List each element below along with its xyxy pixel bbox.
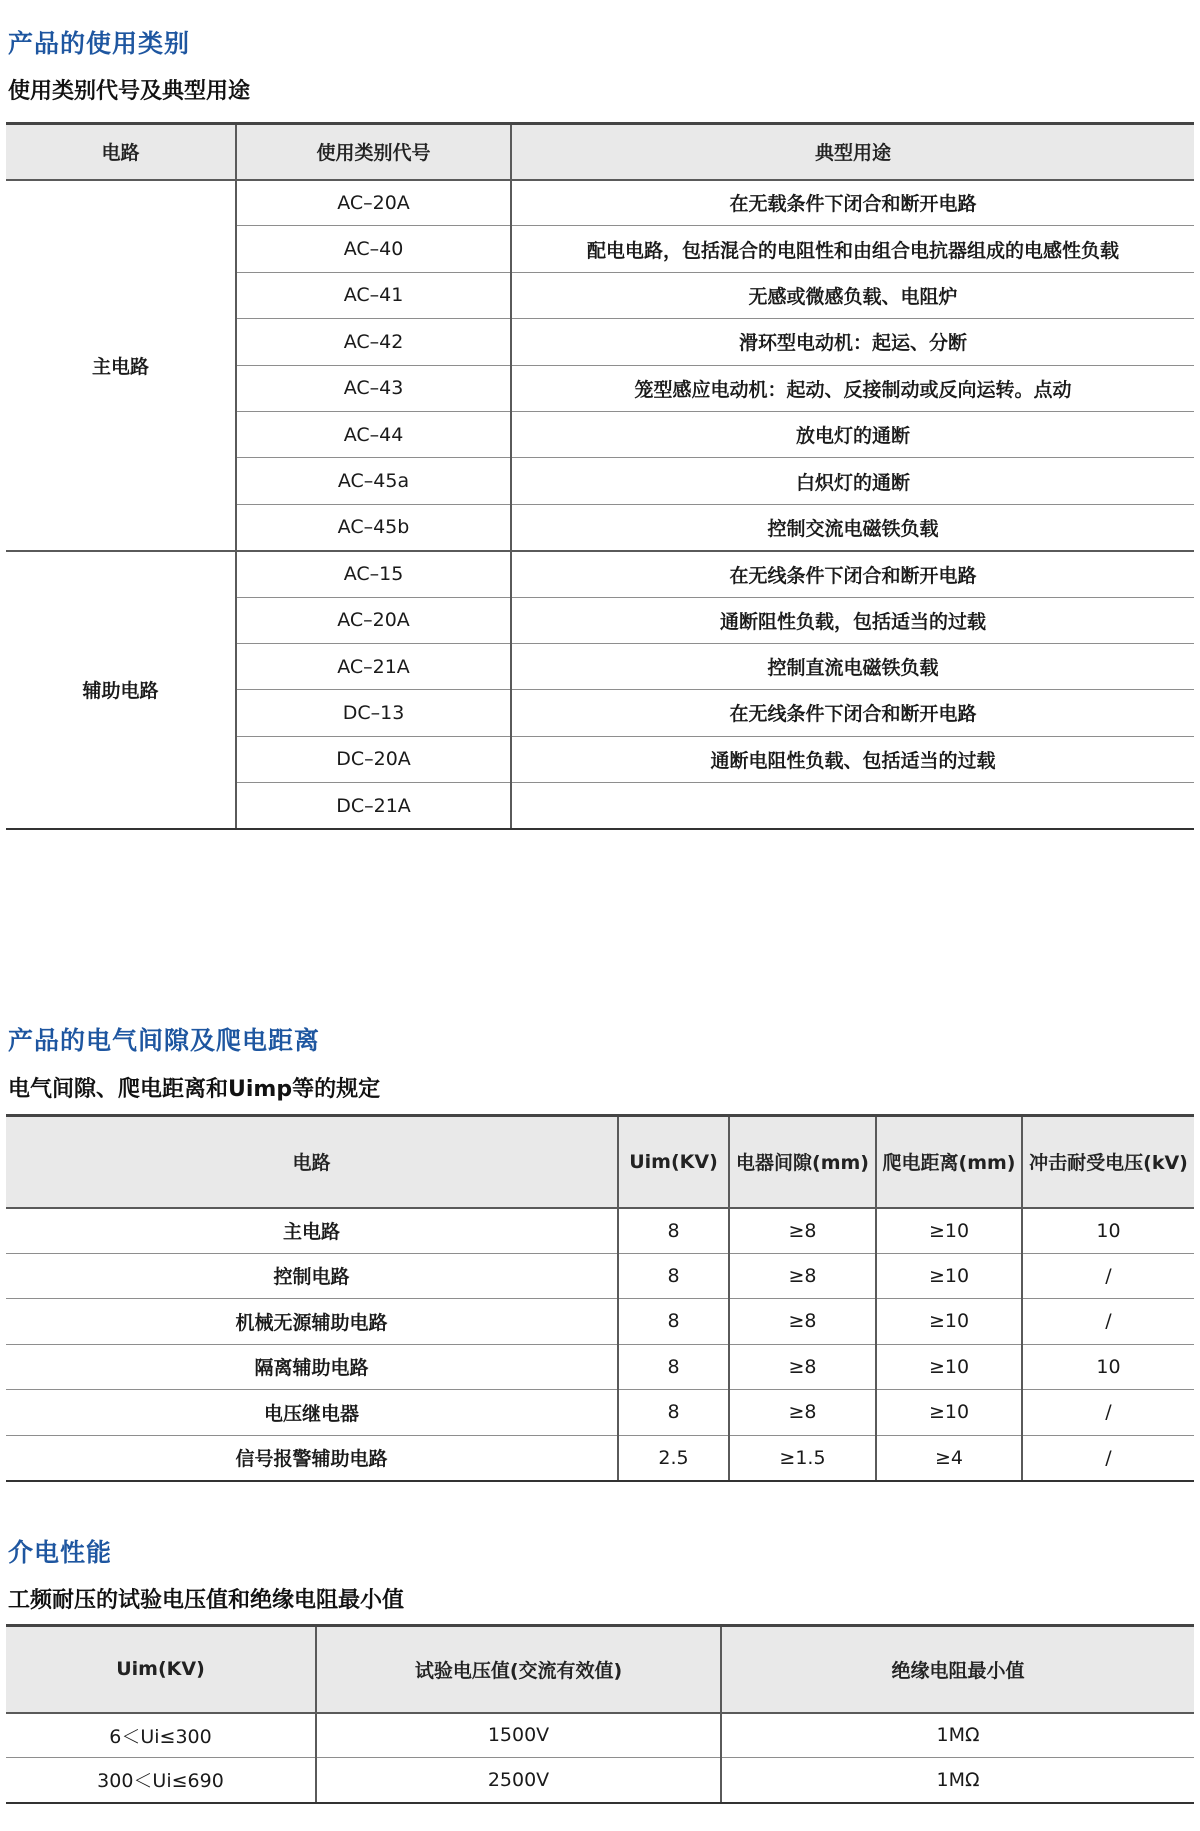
- dielectric-title: 介电性能: [8, 1538, 113, 1567]
- category-code-cell: AC–45b: [236, 504, 511, 550]
- category-code-cell: AC–44: [236, 411, 511, 457]
- uim-range-cell: 300＜Ui≤690: [6, 1758, 316, 1803]
- header-clearance: 电器间隙(mm): [729, 1116, 876, 1208]
- clearance-subtitle: 电气间隙、爬电距离和Uimp等的规定: [8, 1077, 381, 1102]
- impulse-voltage-cell: /: [1022, 1253, 1194, 1299]
- typical-use-cell: [511, 783, 1194, 829]
- table-row: [6, 1253, 1194, 1299]
- typical-use-cell: 控制交流电磁铁负载: [511, 504, 1194, 550]
- category-code-cell: AC–20A: [236, 180, 511, 226]
- usage-category-subtitle: 使用类别代号及典型用途: [8, 79, 251, 104]
- circuit-cell: 主电路: [6, 1208, 618, 1254]
- impulse-voltage-cell: /: [1022, 1299, 1194, 1345]
- category-code-cell: AC–21A: [236, 643, 511, 689]
- category-code-cell: DC–21A: [236, 783, 511, 829]
- category-code-cell: DC–20A: [236, 736, 511, 782]
- impulse-voltage-cell: /: [1022, 1435, 1194, 1481]
- creepage-cell: ≥10: [876, 1344, 1022, 1390]
- header-uim: Uim(KV): [618, 1116, 729, 1208]
- creepage-cell: ≥10: [876, 1253, 1022, 1299]
- usage-category-table: [6, 122, 1194, 830]
- table-row: [6, 1208, 1194, 1254]
- header-impulse-voltage: 冲击耐受电压(kV): [1022, 1116, 1194, 1208]
- typical-use-cell: 在无载条件下闭合和断开电路: [511, 180, 1194, 226]
- clearance-title: 产品的电气间隙及爬电距离: [8, 1026, 321, 1055]
- category-code-cell: AC–42: [236, 319, 511, 365]
- circuit-cell: 辅助电路: [6, 551, 236, 829]
- header-test-voltage: 试验电压值(交流有效值): [316, 1626, 721, 1713]
- clearance-table: [6, 1114, 1194, 1482]
- insulation-resistance-cell: 1MΩ: [721, 1758, 1194, 1803]
- clearance-cell: ≥8: [729, 1390, 876, 1436]
- uim-cell: 8: [618, 1208, 729, 1254]
- uim-range-cell: 6＜Ui≤300: [6, 1713, 316, 1758]
- clearance-cell: ≥8: [729, 1208, 876, 1254]
- typical-use-cell: 在无线条件下闭合和断开电路: [511, 690, 1194, 736]
- circuit-cell: 隔离辅助电路: [6, 1344, 618, 1390]
- circuit-cell: 机械无源辅助电路: [6, 1299, 618, 1345]
- header-typical-use: 典型用途: [511, 124, 1194, 180]
- typical-use-cell: 配电电路，包括混合的电阻性和由组合电抗器组成的电感性负载: [511, 226, 1194, 272]
- test-voltage-cell: 1500V: [316, 1713, 721, 1758]
- typical-use-cell: 白炽灯的通断: [511, 458, 1194, 504]
- dielectric-table: [6, 1624, 1194, 1804]
- header-circuit: 电路: [6, 124, 236, 180]
- typical-use-cell: 无感或微感负载、电阻炉: [511, 272, 1194, 318]
- table-row: [6, 180, 1194, 226]
- category-code-cell: AC–20A: [236, 597, 511, 643]
- clearance-cell: ≥8: [729, 1344, 876, 1390]
- creepage-cell: ≥10: [876, 1208, 1022, 1254]
- typical-use-cell: 控制直流电磁铁负载: [511, 643, 1194, 689]
- typical-use-cell: 滑环型电动机：起运、分断: [511, 319, 1194, 365]
- header-uim: Uim(KV): [6, 1626, 316, 1713]
- uim-cell: 2.5: [618, 1435, 729, 1481]
- header-circuit: 电路: [6, 1116, 618, 1208]
- impulse-voltage-cell: /: [1022, 1390, 1194, 1436]
- table-row: [6, 1299, 1194, 1345]
- insulation-resistance-cell: 1MΩ: [721, 1713, 1194, 1758]
- typical-use-cell: 在无线条件下闭合和断开电路: [511, 551, 1194, 597]
- clearance-cell: ≥1.5: [729, 1435, 876, 1481]
- category-code-cell: AC–43: [236, 365, 511, 411]
- table-header-row: [6, 1116, 1194, 1208]
- table-row: [6, 1713, 1194, 1758]
- circuit-cell: 控制电路: [6, 1253, 618, 1299]
- table-row: [6, 1390, 1194, 1436]
- typical-use-cell: 通断电阻性负载、包括适当的过载: [511, 736, 1194, 782]
- impulse-voltage-cell: 10: [1022, 1344, 1194, 1390]
- table-header-row: [6, 1626, 1194, 1713]
- typical-use-cell: 笼型感应电动机：起动、反接制动或反向运转。点动: [511, 365, 1194, 411]
- table-row: [6, 551, 1194, 597]
- creepage-cell: ≥10: [876, 1390, 1022, 1436]
- impulse-voltage-cell: 10: [1022, 1208, 1194, 1254]
- circuit-cell: 信号报警辅助电路: [6, 1435, 618, 1481]
- header-category-code: 使用类别代号: [236, 124, 511, 180]
- dielectric-subtitle: 工频耐压的试验电压值和绝缘电阻最小值: [8, 1588, 405, 1613]
- table-row: [6, 1758, 1194, 1803]
- category-code-cell: AC–45a: [236, 458, 511, 504]
- category-code-cell: AC–15: [236, 551, 511, 597]
- typical-use-cell: 通断阻性负载，包括适当的过载: [511, 597, 1194, 643]
- table-header-row: [6, 124, 1194, 180]
- uim-cell: 8: [618, 1390, 729, 1436]
- uim-cell: 8: [618, 1253, 729, 1299]
- category-code-cell: DC–13: [236, 690, 511, 736]
- category-code-cell: AC–41: [236, 272, 511, 318]
- test-voltage-cell: 2500V: [316, 1758, 721, 1803]
- clearance-cell: ≥8: [729, 1299, 876, 1345]
- table-row: [6, 1344, 1194, 1390]
- circuit-cell: 主电路: [6, 180, 236, 551]
- typical-use-cell: 放电灯的通断: [511, 411, 1194, 457]
- category-code-cell: AC–40: [236, 226, 511, 272]
- uim-cell: 8: [618, 1344, 729, 1390]
- creepage-cell: ≥10: [876, 1299, 1022, 1345]
- header-creepage: 爬电距离(mm): [876, 1116, 1022, 1208]
- creepage-cell: ≥4: [876, 1435, 1022, 1481]
- uim-cell: 8: [618, 1299, 729, 1345]
- usage-category-title: 产品的使用类别: [8, 29, 191, 58]
- table-row: [6, 1435, 1194, 1481]
- circuit-cell: 电压继电器: [6, 1390, 618, 1436]
- header-insulation-resistance: 绝缘电阻最小值: [721, 1626, 1194, 1713]
- clearance-cell: ≥8: [729, 1253, 876, 1299]
